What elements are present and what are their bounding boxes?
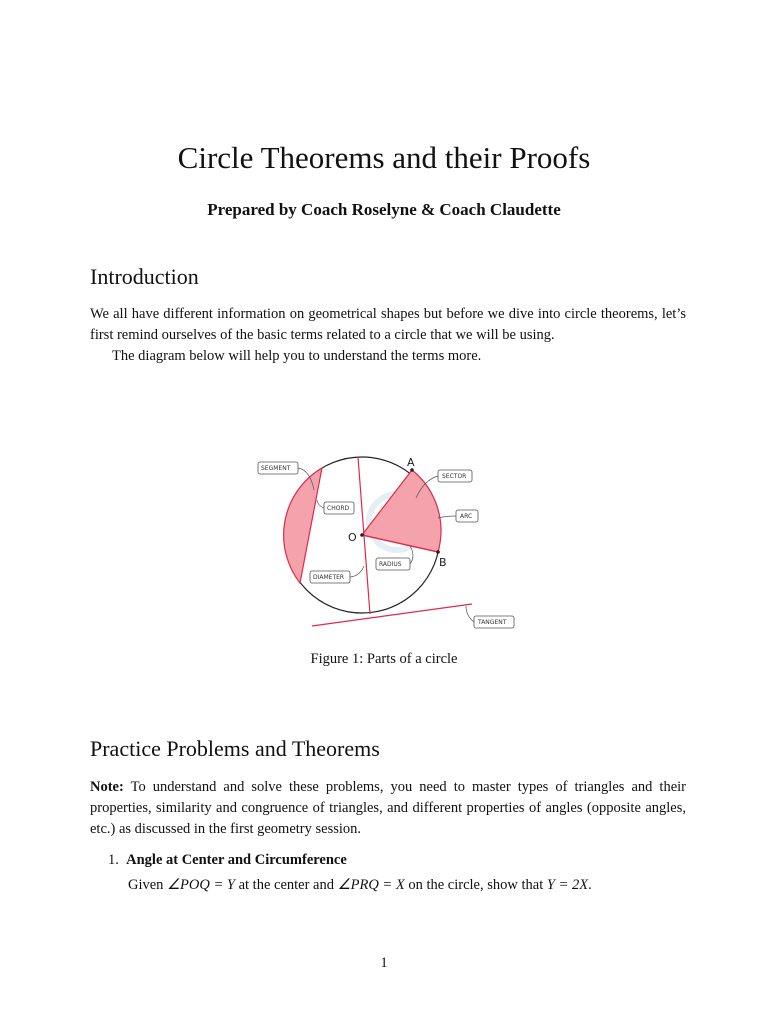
chord-label: CHORD bbox=[327, 505, 350, 512]
problem-1-end: . bbox=[588, 877, 592, 893]
tangent-pointer bbox=[466, 606, 474, 622]
point-b-label: B bbox=[439, 556, 447, 569]
intro-paragraph-1: We all have different information on geometrical shapes but before we dive into circle theorems, let’s first remind ourselves of the basic terms related to a circle that we will be using. bbox=[90, 306, 686, 343]
radius-label: RADIUS bbox=[379, 561, 402, 568]
problem-1-title bbox=[108, 852, 347, 869]
center-point bbox=[360, 533, 364, 537]
problem-1-heading: Angle at Center and Circumference bbox=[126, 852, 347, 868]
problem-1-mid1: at the center and bbox=[234, 877, 338, 893]
sector-label: SECTOR bbox=[442, 473, 467, 480]
problem-1-equation: Y = 2X bbox=[546, 877, 589, 893]
segment-label: SEGMENT bbox=[261, 465, 291, 472]
intro-heading: Introduction bbox=[90, 264, 199, 289]
point-b bbox=[436, 550, 440, 554]
arc-label: ARC bbox=[460, 513, 473, 520]
figure-caption: Figure 1: Parts of a circle bbox=[310, 651, 458, 667]
problem-1-angle-prq: ∠PRQ = X bbox=[337, 877, 405, 893]
problem-1-angle-poq: ∠POQ = Y bbox=[167, 877, 235, 893]
problem-1-prefix: Given bbox=[128, 877, 168, 893]
circle-parts-diagram bbox=[252, 450, 522, 640]
page-number: 1 bbox=[380, 955, 388, 971]
problem-1-number: 1. bbox=[108, 852, 119, 868]
arc-pointer bbox=[438, 516, 456, 518]
note-label: Note: bbox=[90, 779, 124, 795]
practice-heading: Practice Problems and Theorems bbox=[90, 736, 380, 761]
diameter-label: DIAMETER bbox=[313, 574, 345, 581]
point-a-label: A bbox=[407, 456, 415, 469]
document-authors: Prepared by Coach Roselyne & Coach Claudette bbox=[207, 200, 561, 219]
tangent-label: TANGENT bbox=[478, 619, 507, 626]
intro-paragraph-2: The diagram below will help you to understand the terms more. bbox=[112, 348, 482, 364]
point-o-label: O bbox=[348, 531, 357, 544]
problem-1-body bbox=[128, 877, 592, 894]
document-title: Circle Theorems and their Proofs bbox=[177, 140, 591, 175]
problem-1-mid2: on the circle, show that bbox=[404, 877, 547, 893]
practice-note bbox=[90, 777, 686, 840]
note-text: To understand and solve these problems, you need to master types of triangles and their properties, similarity and congruence of triangles, and different properties of angles (opposite angles, etc.) as discussed in the first geometry session. bbox=[90, 779, 686, 837]
